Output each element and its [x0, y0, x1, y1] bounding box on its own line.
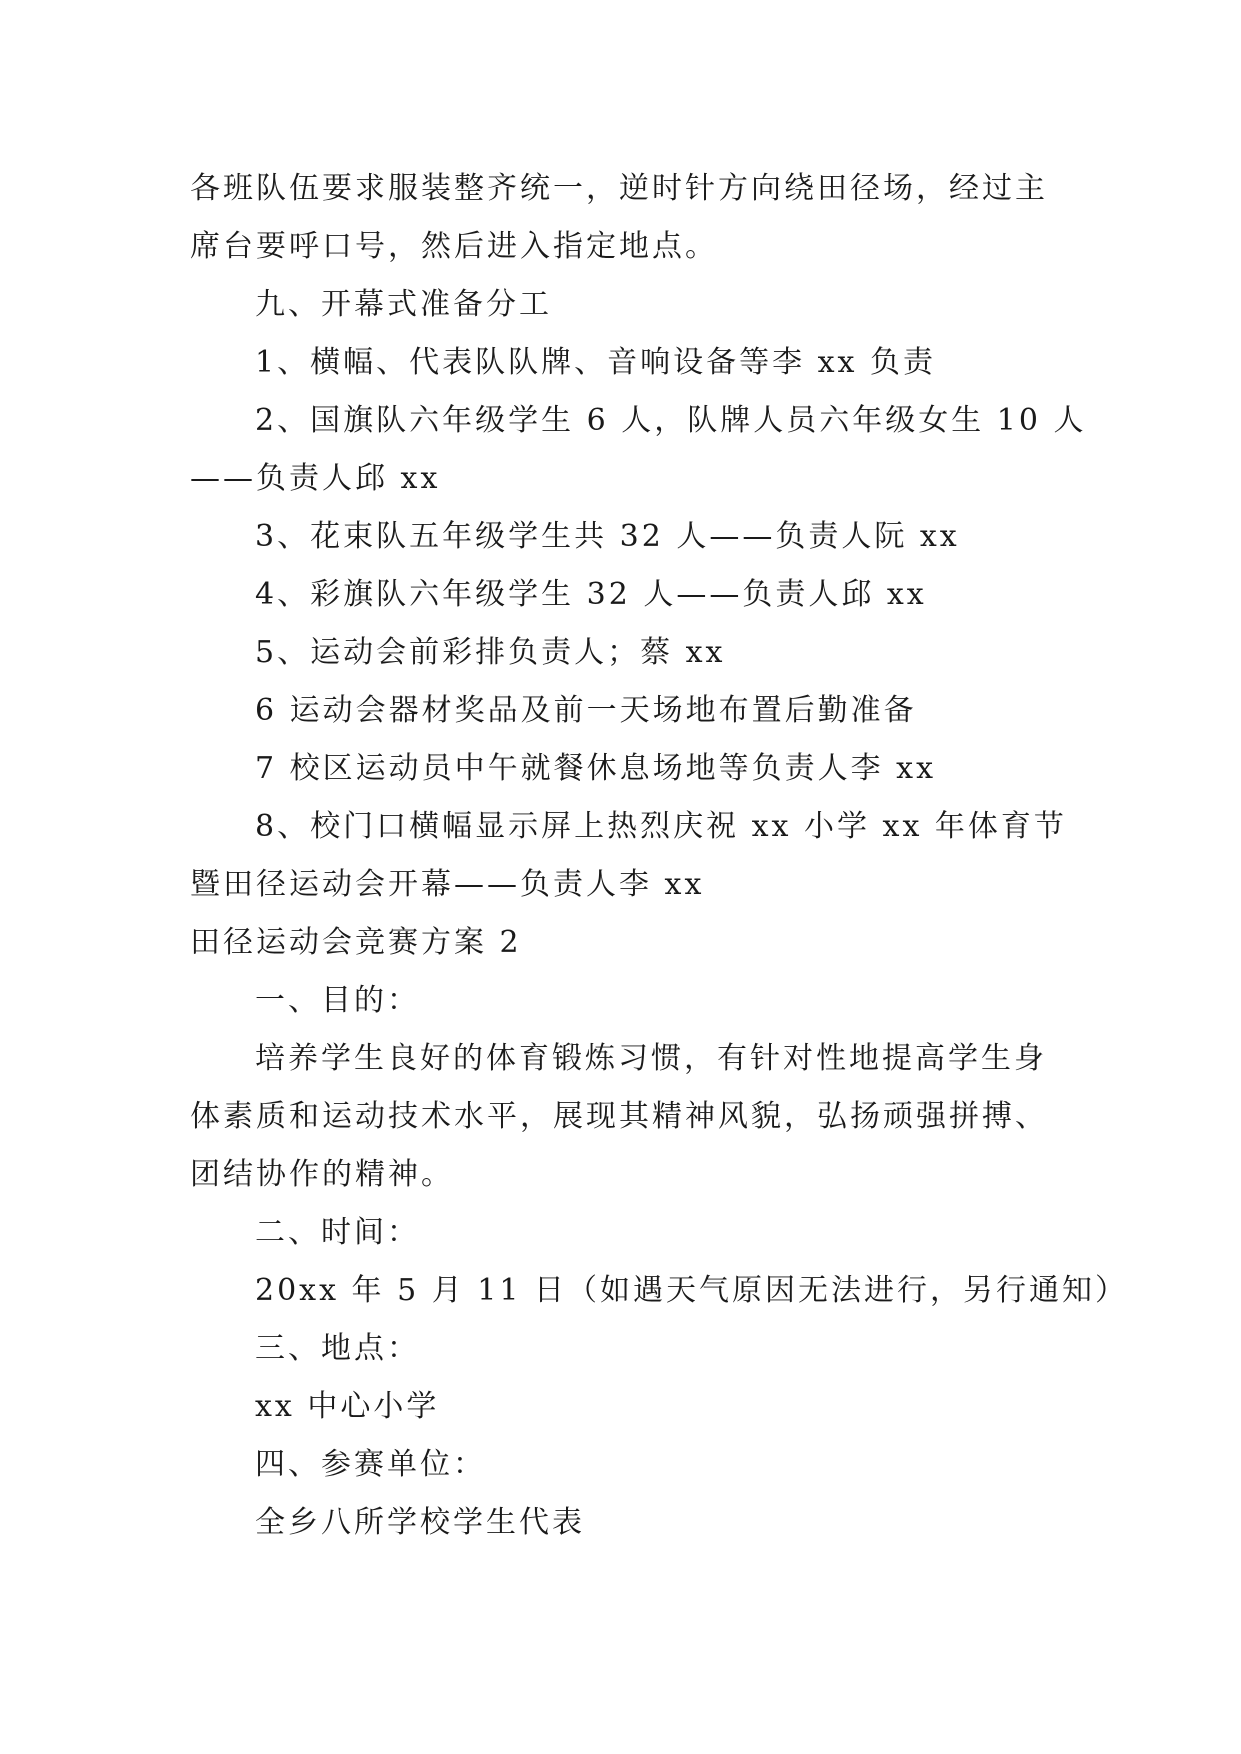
text-line-1: 各班队伍要求服装整齐统一，逆时针方向绕田径场，经过主 [190, 171, 1048, 206]
list-item-8-continued: 暨田径运动会开幕——负责人李 xx [190, 867, 705, 902]
document-body [190, 160, 1128, 1552]
list-item-2: 2、国旗队六年级学生 6 人，队牌人员六年级女生 10 人 [255, 403, 1087, 438]
list-item-2-continued: ——负责人邱 xx [190, 461, 441, 496]
section-heading-participants: 四、参赛单位： [255, 1447, 486, 1482]
list-item-3: 3、花束队五年级学生共 32 人——负责人阮 xx [255, 519, 960, 554]
section-heading-time: 二、时间： [255, 1215, 420, 1250]
purpose-paragraph-line-2: 体素质和运动技术水平，展现其精神风貌，弘扬顽强拼搏、 [190, 1099, 1048, 1134]
list-item-5: 5、运动会前彩排负责人；蔡 xx [255, 635, 726, 670]
list-item-4: 4、彩旗队六年级学生 32 人——负责人邱 xx [255, 577, 927, 612]
list-item-7: 7 校区运动员中午就餐休息场地等负责人李 xx [255, 751, 936, 786]
section-heading-nine: 九、开幕式准备分工 [255, 287, 552, 322]
section-heading-location: 三、地点： [255, 1331, 420, 1366]
document-title-2: 田径运动会竞赛方案 2 [190, 925, 522, 960]
list-item-8: 8、校门口横幅显示屏上热烈庆祝 xx 小学 xx 年体育节 [255, 809, 1067, 844]
time-value: 20xx 年 5 月 11 日（如遇天气原因无法进行，另行通知） [255, 1273, 1128, 1308]
purpose-paragraph-line-3: 团结协作的精神。 [190, 1157, 454, 1192]
participants-value: 全乡八所学校学生代表 [255, 1505, 585, 1540]
purpose-paragraph-line-1: 培养学生良好的体育锻炼习惯，有针对性地提高学生身 [255, 1041, 1047, 1076]
list-item-1: 1、横幅、代表队队牌、音响设备等李 xx 负责 [255, 345, 936, 380]
section-heading-purpose: 一、目的： [255, 983, 420, 1018]
list-item-6: 6 运动会器材奖品及前一天场地布置后勤准备 [255, 693, 917, 728]
location-value: xx 中心小学 [255, 1389, 440, 1424]
text-line-2: 席台要呼口号，然后进入指定地点。 [190, 229, 718, 264]
